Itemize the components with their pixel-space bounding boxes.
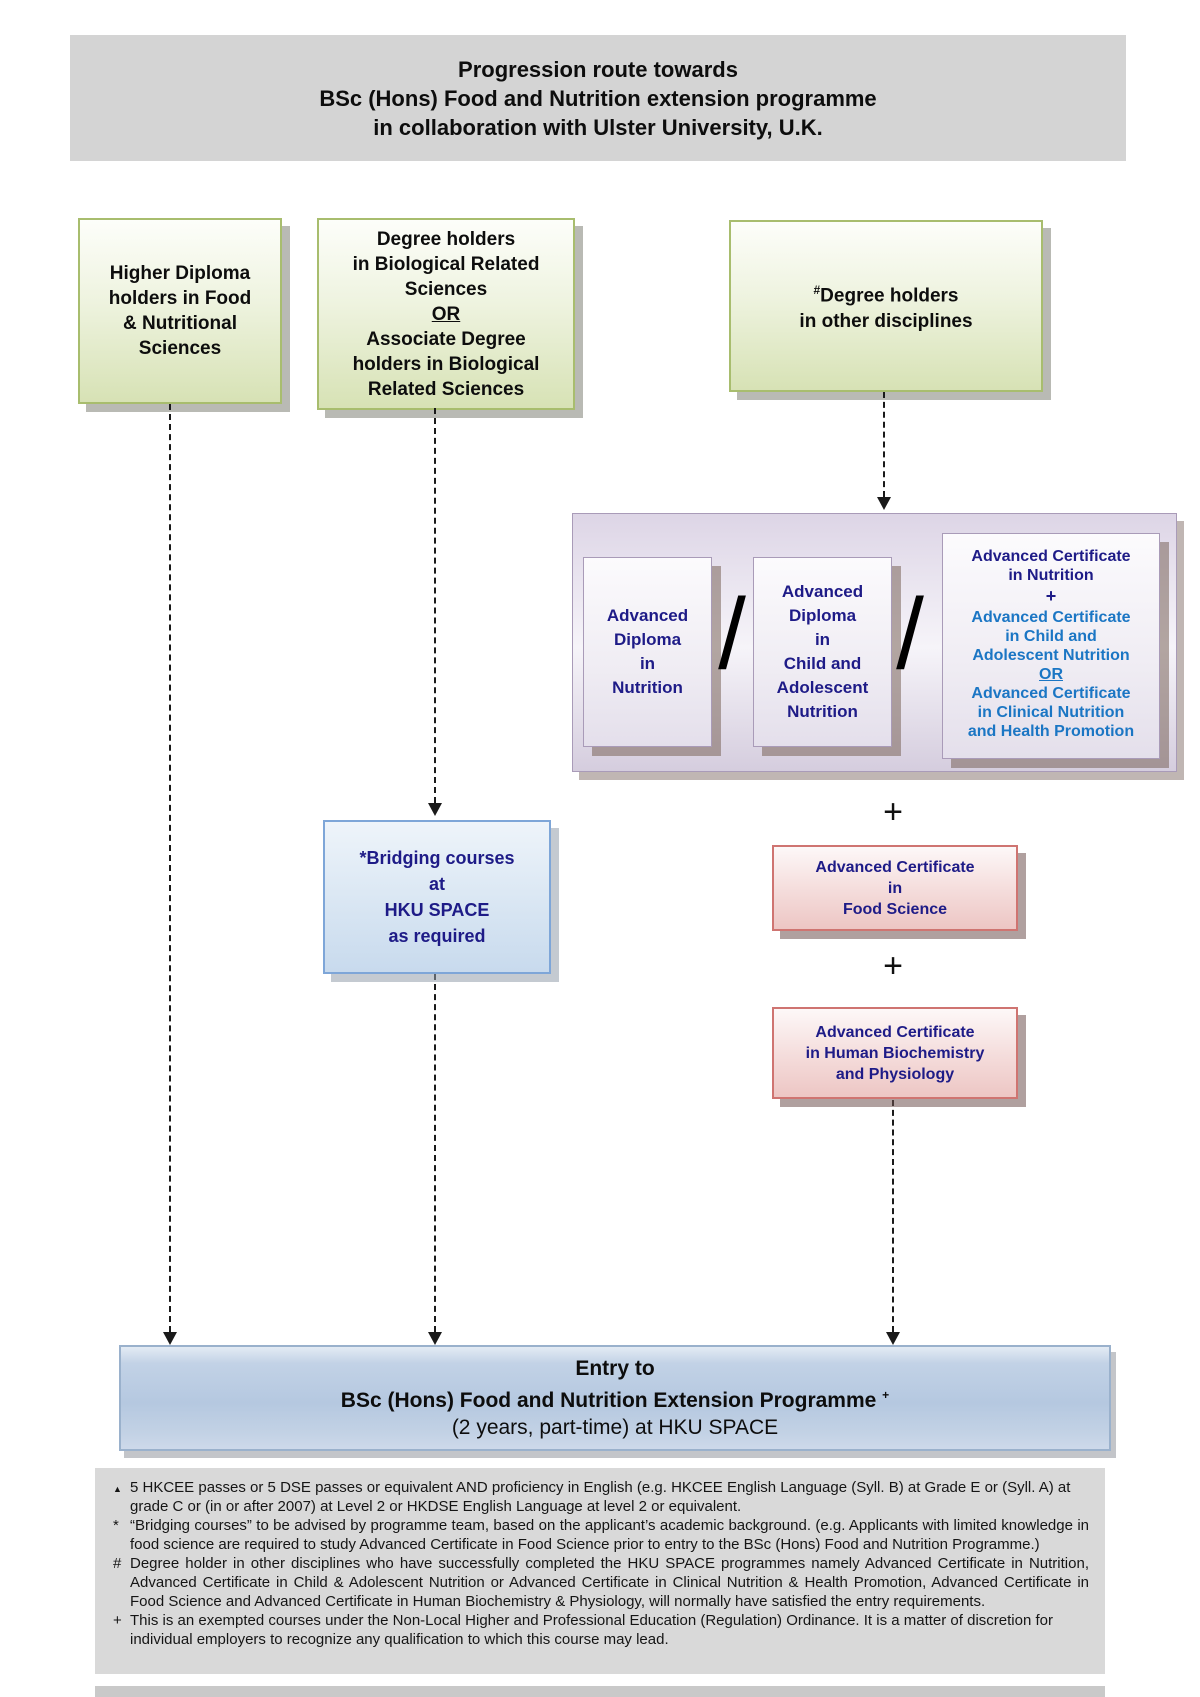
entry-line-3: (2 years, part-time) at HKU SPACE — [451, 1416, 779, 1439]
or-separator: OR — [431, 303, 461, 325]
node-text: Diploma — [613, 630, 682, 649]
node-text: holders in Biological — [352, 353, 540, 375]
footnote-hkcee — [113, 1478, 1089, 1516]
node-text — [813, 278, 958, 308]
node-adv-diploma-nutrition — [583, 557, 712, 747]
node-text: in Nutrition — [1008, 567, 1094, 584]
footnote-marker: ▲ — [113, 1484, 122, 1494]
node-higher-diploma — [78, 218, 282, 404]
node-text: Child and — [783, 654, 862, 673]
node-adv-cert-biochem — [772, 1007, 1018, 1099]
node-degree-biological — [317, 218, 575, 410]
node-text: Degree holders — [376, 228, 516, 250]
node-text: in Human Biochemistry — [805, 1044, 985, 1062]
node-adv-diploma-child — [753, 557, 892, 747]
node-text: in Child and — [1005, 628, 1097, 645]
node-text: in — [887, 879, 903, 897]
node-adv-certificates-combo — [942, 533, 1160, 759]
or-separator: OR — [1039, 666, 1063, 683]
node-text: Associate Degree — [366, 328, 526, 350]
node-text: Advanced Certificate — [971, 548, 1131, 565]
node-text: Nutrition — [787, 702, 858, 721]
node-text: Advanced Certificate — [971, 609, 1131, 626]
node-text: Sciences — [138, 338, 222, 359]
node-text: Nutrition — [612, 678, 683, 697]
node-text: and Health Promotion — [967, 723, 1135, 740]
node-text: Advanced Certificate — [971, 685, 1131, 702]
title-bar — [70, 35, 1126, 161]
plus-connector: + — [883, 793, 903, 831]
node-text: in — [639, 654, 656, 673]
plus-separator: + — [1045, 586, 1057, 606]
node-text: & Nutritional — [123, 313, 237, 334]
node-text: Sciences — [404, 278, 488, 300]
node-entry-bsc-programme — [119, 1345, 1111, 1451]
node-bridging-courses — [323, 820, 551, 974]
node-text: Adolescent — [776, 678, 869, 697]
footnote-text: This is an exempted courses under the Non-Local Higher and Professional Education (Regulation) Ordinance. It is a matter of discretion for individual employers to recognize any qualification to which this course may lead. — [130, 1612, 1053, 1648]
plus-connector: + — [883, 947, 903, 985]
arrow-degree-biological-to-bridging — [434, 408, 436, 803]
certificates-group — [572, 513, 1177, 772]
bottom-gray-strip — [95, 1686, 1105, 1697]
node-text: in Biological Related — [352, 253, 540, 275]
footnote-marker: + — [113, 1612, 122, 1629]
node-text: in — [814, 630, 831, 649]
node-text: at — [428, 874, 445, 894]
node-text: Diploma — [788, 606, 857, 625]
node-text: Adolescent Nutrition — [972, 647, 1130, 664]
footnote-degree-other — [113, 1554, 1089, 1611]
node-text: *Bridging courses — [359, 848, 515, 868]
node-text: and Physiology — [835, 1065, 955, 1083]
footnote-text: “Bridging courses” to be advised by programme team, based on the applicant’s academic background. (e.g. Applicants with limited knowledge in food science are required to study Advanced Certificate in Food Science prior to entry to the BSc (Hons) Food and Nutrition Programme.) — [130, 1517, 1089, 1553]
entry-line-1: Entry to — [575, 1357, 655, 1380]
slash-separator: / — [718, 578, 746, 690]
footnote-marker: * — [113, 1517, 119, 1534]
node-text: Degree holders — [820, 285, 959, 307]
footnote-text: Degree holder in other disciplines who have successfully completed the HKU SPACE programmes namely Advanced Certificate in Nutrition, Advanced Certificate in Child & Adolescent Nutrition or Advanced Certificate in Clinical Nutrition & Health Promotion, Advanced Certificate in Food Science and Advanced Certificate in Human Biochemistry & Physiology, will normally have satisfied the entry requirements. — [130, 1555, 1089, 1610]
title-line-2: BSc (Hons) Food and Nutrition extension programme — [319, 85, 877, 111]
node-text: Higher Diploma — [109, 263, 251, 284]
node-text: in other disciplines — [799, 310, 973, 332]
title-line-1: Progression route towards — [458, 56, 738, 82]
arrow-bridging-to-entry — [434, 974, 436, 1332]
footnote-marker: # — [113, 1555, 122, 1572]
node-adv-cert-food-science — [772, 845, 1018, 931]
footnote-exempted — [113, 1611, 1089, 1649]
node-text: Advanced Certificate — [815, 1023, 975, 1041]
footnote-text: 5 HKCEE passes or 5 DSE passes or equivalent AND proficiency in English (e.g. HKCEE English Language (Syll. B) at Grade E or (Syll. A) at grade C or (in or after 2007) at Level 2 or HKDSE English Language at level 2 or equivalent. — [130, 1479, 1071, 1515]
node-text: as required — [388, 926, 486, 946]
node-text: HKU SPACE — [384, 900, 490, 920]
slash-separator: / — [896, 578, 924, 690]
arrow-higher-diploma-to-entry — [169, 404, 171, 1332]
entry-programme-name: BSc (Hons) Food and Nutrition Extension Programme — [340, 1389, 877, 1412]
plus-footnote-marker: + — [882, 1388, 890, 1402]
title-line-3: in collaboration with Ulster University, U.K. — [373, 114, 823, 140]
node-text: in Clinical Nutrition — [977, 704, 1125, 721]
entry-line-2 — [341, 1382, 889, 1414]
node-text: Food Science — [842, 900, 948, 918]
node-text: Advanced — [781, 582, 864, 601]
footnote-bridging — [113, 1516, 1089, 1554]
node-text: holders in Food — [108, 288, 252, 309]
hash-footnote-marker: # — [813, 283, 821, 298]
node-degree-other — [729, 220, 1043, 392]
node-text: Advanced — [606, 606, 689, 625]
footnotes-panel — [95, 1468, 1105, 1674]
arrow-degree-other-to-certificates — [883, 392, 885, 497]
node-text: Related Sciences — [367, 378, 525, 400]
node-text: Advanced Certificate — [815, 858, 975, 876]
arrow-certificates-to-entry — [892, 1100, 894, 1332]
